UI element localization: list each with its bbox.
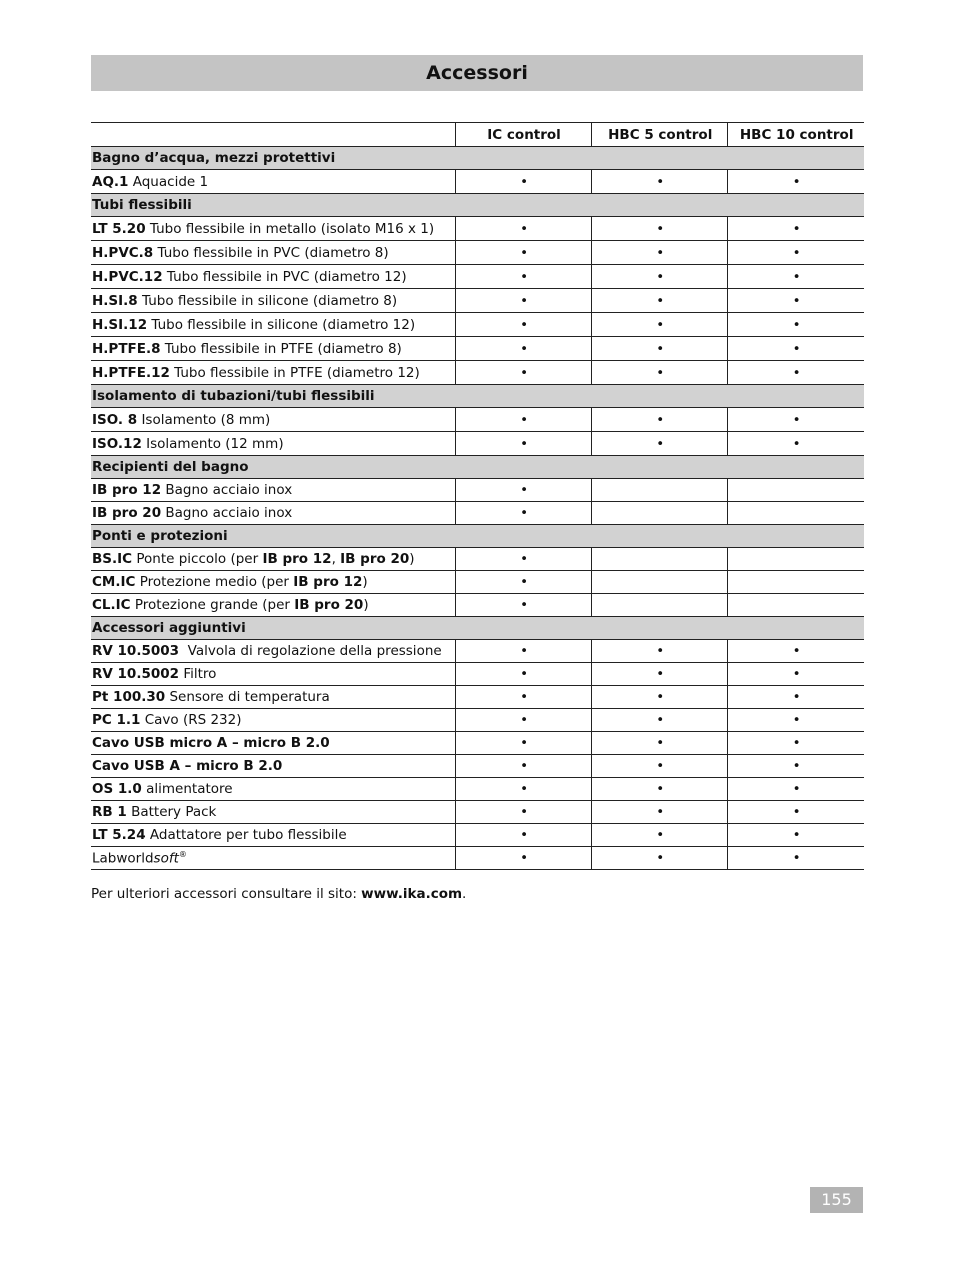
compatibility-cell xyxy=(455,663,591,686)
accessory-name xyxy=(91,847,455,870)
table-row xyxy=(91,408,864,432)
bullet-mark: • xyxy=(520,268,529,285)
accessory-code: BS.IC xyxy=(92,551,133,567)
compatibility-cell xyxy=(728,824,864,847)
bullet-mark: • xyxy=(656,712,665,728)
bullet-mark: • xyxy=(656,758,665,774)
accessory-name xyxy=(91,408,455,432)
accessory-description: Bagno acciaio inox xyxy=(161,505,293,521)
compatibility-cell xyxy=(728,801,864,824)
accessory-description: Labworld xyxy=(92,850,154,867)
bullet-mark: • xyxy=(656,220,665,237)
accessory-code: IB pro 12 xyxy=(262,551,332,567)
compatibility-cell xyxy=(592,289,728,313)
accessory-code: H.PTFE.12 xyxy=(92,364,170,381)
accessory-code: Cavo USB micro A – micro B 2.0 xyxy=(92,735,330,751)
bullet-mark: • xyxy=(656,411,665,428)
accessory-name xyxy=(91,732,455,755)
accessory-name xyxy=(91,801,455,824)
section-row xyxy=(91,147,864,170)
bullet-mark: • xyxy=(656,850,665,866)
bullet-mark: • xyxy=(792,316,801,333)
table-row xyxy=(91,778,864,801)
compatibility-cell xyxy=(728,686,864,709)
compatibility-cell xyxy=(728,778,864,801)
compatibility-cell xyxy=(728,732,864,755)
accessory-description: Isolamento (12 mm) xyxy=(141,435,284,452)
bullet-mark: • xyxy=(792,666,801,682)
page-number: 155 xyxy=(810,1187,863,1213)
bullet-mark: • xyxy=(792,712,801,728)
section-row xyxy=(91,525,864,548)
bullet-mark: • xyxy=(520,850,529,866)
accessory-name xyxy=(91,548,455,571)
accessory-name xyxy=(91,265,455,289)
compatibility-cell xyxy=(592,408,728,432)
compatibility-cell xyxy=(592,709,728,732)
accessory-description: Tubo flessibile in PTFE (diametro 12) xyxy=(169,364,420,381)
compatibility-cell xyxy=(455,801,591,824)
compatibility-cell xyxy=(592,432,728,456)
bullet-mark: • xyxy=(656,364,665,381)
column-header-hbc10-control: HBC 10 control xyxy=(728,123,864,147)
accessory-name xyxy=(91,313,455,337)
compatibility-cell xyxy=(592,755,728,778)
bullet-mark: • xyxy=(520,643,529,659)
accessory-description: Battery Pack xyxy=(126,804,217,820)
compatibility-cell xyxy=(455,548,591,571)
bullet-mark: • xyxy=(520,364,529,381)
bullet-mark: • xyxy=(520,292,529,309)
accessory-name xyxy=(91,824,455,847)
bullet-mark: • xyxy=(520,220,529,237)
accessory-code: IB pro 20 xyxy=(340,551,410,567)
bullet-mark: • xyxy=(656,173,665,190)
accessory-name xyxy=(91,663,455,686)
table-row xyxy=(91,548,864,571)
bullet-mark: • xyxy=(656,804,665,820)
bullet-mark: • xyxy=(520,712,529,728)
compatibility-cell xyxy=(455,289,591,313)
accessory-code: IB pro 20 xyxy=(294,597,364,613)
accessory-name xyxy=(91,640,455,663)
bullet-mark: • xyxy=(656,435,665,452)
accessory-name xyxy=(91,432,455,456)
compatibility-cell xyxy=(728,170,864,194)
bullet-mark: • xyxy=(656,781,665,797)
compatibility-cell xyxy=(728,709,864,732)
compatibility-cell xyxy=(455,313,591,337)
section-row xyxy=(91,194,864,217)
compatibility-cell xyxy=(455,241,591,265)
table-row xyxy=(91,502,864,525)
compatibility-cell xyxy=(728,265,864,289)
bullet-mark: • xyxy=(792,435,801,452)
header-blank xyxy=(91,123,455,147)
accessory-code: AQ.1 xyxy=(92,173,129,190)
accessory-description: Tubo flessibile in metallo (isolato M16 x 1) xyxy=(145,220,435,237)
compatibility-cell xyxy=(592,265,728,289)
website-link[interactable]: www.ika.com xyxy=(361,886,463,902)
accessory-code: OS 1.0 xyxy=(92,781,142,797)
accessory-code: ISO.12 xyxy=(92,435,142,452)
accessory-description: Tubo flessibile in PTFE (diametro 8) xyxy=(160,340,402,357)
accessory-code: RV 10.5002 xyxy=(92,666,180,682)
accessory-name xyxy=(91,571,455,594)
compatibility-cell xyxy=(592,732,728,755)
bullet-mark: • xyxy=(520,411,529,428)
accessory-code: LT 5.24 xyxy=(92,827,146,843)
compatibility-cell xyxy=(592,548,728,571)
compatibility-cell xyxy=(455,479,591,502)
bullet-mark: • xyxy=(792,689,801,705)
bullet-mark: • xyxy=(520,597,529,613)
accessories-table xyxy=(91,122,864,870)
bullet-mark: • xyxy=(520,666,529,682)
accessory-description: Tubo flessibile in silicone (diametro 12) xyxy=(147,316,416,333)
accessory-description: , xyxy=(331,551,341,567)
accessory-description: soft xyxy=(153,850,179,867)
accessory-description: ® xyxy=(178,849,187,859)
accessory-code: Cavo USB A – micro B 2.0 xyxy=(92,758,283,774)
compatibility-cell xyxy=(455,337,591,361)
compatibility-cell xyxy=(592,502,728,525)
accessory-code: Pt 100.30 xyxy=(92,689,166,705)
section-row xyxy=(91,617,864,640)
compatibility-cell xyxy=(592,170,728,194)
compatibility-cell xyxy=(455,778,591,801)
bullet-mark: • xyxy=(792,850,801,866)
compatibility-cell xyxy=(455,640,591,663)
accessory-name xyxy=(91,709,455,732)
table-row xyxy=(91,337,864,361)
compatibility-cell xyxy=(455,686,591,709)
compatibility-cell xyxy=(592,824,728,847)
compatibility-cell xyxy=(592,686,728,709)
bullet-mark: • xyxy=(656,316,665,333)
bullet-mark: • xyxy=(792,244,801,261)
table-row xyxy=(91,847,864,870)
bullet-mark: • xyxy=(520,781,529,797)
compatibility-cell xyxy=(455,709,591,732)
compatibility-cell xyxy=(455,361,591,385)
accessory-code: PC 1.1 xyxy=(92,712,141,728)
table-row xyxy=(91,313,864,337)
bullet-mark: • xyxy=(520,827,529,843)
compatibility-cell xyxy=(728,548,864,571)
accessory-description: Tubo flessibile in silicone (diametro 8) xyxy=(137,292,398,309)
table-row xyxy=(91,432,864,456)
bullet-mark: • xyxy=(792,643,801,659)
bullet-mark: • xyxy=(792,173,801,190)
compatibility-cell xyxy=(455,732,591,755)
accessory-description: Ponte piccolo (per xyxy=(132,551,263,567)
bullet-mark: • xyxy=(656,292,665,309)
accessory-code: IB pro 12 xyxy=(92,482,162,498)
compatibility-cell xyxy=(455,847,591,870)
accessory-description: Cavo (RS 232) xyxy=(140,712,242,728)
bullet-mark: • xyxy=(656,643,665,659)
accessory-description: Protezione medio (per xyxy=(135,574,294,590)
compatibility-cell xyxy=(728,361,864,385)
accessory-description: Aquacide 1 xyxy=(128,173,209,190)
compatibility-cell xyxy=(592,337,728,361)
bullet-mark: • xyxy=(792,411,801,428)
accessory-code: H.PVC.12 xyxy=(92,268,163,285)
compatibility-cell xyxy=(728,337,864,361)
accessory-code: H.SI.8 xyxy=(92,292,138,309)
compatibility-cell xyxy=(592,217,728,241)
accessory-name xyxy=(91,755,455,778)
bullet-mark: • xyxy=(520,574,529,590)
table-row xyxy=(91,571,864,594)
compatibility-cell xyxy=(592,594,728,617)
bullet-mark: • xyxy=(520,173,529,190)
page-title: Accessori xyxy=(91,55,863,91)
bullet-mark: • xyxy=(520,551,529,567)
table-row xyxy=(91,640,864,663)
accessory-name xyxy=(91,479,455,502)
bullet-mark: • xyxy=(656,827,665,843)
table-body xyxy=(91,147,864,870)
accessory-description: Sensore di temperatura xyxy=(165,689,330,705)
compatibility-cell xyxy=(455,594,591,617)
section-label: Ponti e protezioni xyxy=(91,525,864,548)
accessory-name xyxy=(91,289,455,313)
compatibility-cell xyxy=(592,571,728,594)
accessory-code: H.PVC.8 xyxy=(92,244,154,261)
accessory-name xyxy=(91,594,455,617)
table-row xyxy=(91,663,864,686)
accessory-description: Tubo flessibile in PVC (diametro 8) xyxy=(153,244,389,261)
bullet-mark: • xyxy=(792,364,801,381)
compatibility-cell xyxy=(728,502,864,525)
compatibility-cell xyxy=(592,241,728,265)
accessory-description: Bagno acciaio inox xyxy=(161,482,293,498)
table-row xyxy=(91,709,864,732)
table-row xyxy=(91,361,864,385)
accessory-description: alimentatore xyxy=(141,781,233,797)
compatibility-cell xyxy=(592,663,728,686)
accessory-name xyxy=(91,686,455,709)
compatibility-cell xyxy=(728,594,864,617)
table-row xyxy=(91,594,864,617)
bullet-mark: • xyxy=(520,735,529,751)
bullet-mark: • xyxy=(792,220,801,237)
compatibility-cell xyxy=(455,571,591,594)
accessory-description: ) xyxy=(363,597,369,613)
bullet-mark: • xyxy=(520,804,529,820)
accessory-code: IB pro 20 xyxy=(92,505,162,521)
accessory-code: ISO. 8 xyxy=(92,411,138,428)
accessory-name xyxy=(91,217,455,241)
bullet-mark: • xyxy=(792,827,801,843)
bullet-mark: • xyxy=(656,244,665,261)
compatibility-cell xyxy=(455,824,591,847)
compatibility-cell xyxy=(592,778,728,801)
section-row xyxy=(91,456,864,479)
section-label: Tubi flessibili xyxy=(91,194,864,217)
accessory-code: IB pro 12 xyxy=(293,574,363,590)
accessory-description: Filtro xyxy=(179,666,217,682)
compatibility-cell xyxy=(592,313,728,337)
section-label: Recipienti del bagno xyxy=(91,456,864,479)
compatibility-cell xyxy=(728,755,864,778)
table-row xyxy=(91,217,864,241)
bullet-mark: • xyxy=(792,268,801,285)
column-header-ic-control: IC control xyxy=(455,123,591,147)
compatibility-cell xyxy=(728,217,864,241)
bullet-mark: • xyxy=(656,340,665,357)
compatibility-cell xyxy=(728,289,864,313)
footnote xyxy=(91,886,466,902)
table-row xyxy=(91,170,864,194)
accessory-code: CL.IC xyxy=(92,597,131,613)
compatibility-cell xyxy=(728,241,864,265)
compatibility-cell xyxy=(728,640,864,663)
compatibility-cell xyxy=(728,847,864,870)
accessory-description: Isolamento (8 mm) xyxy=(137,411,271,428)
table-row xyxy=(91,732,864,755)
bullet-mark: • xyxy=(520,435,529,452)
accessory-description: Protezione grande (per xyxy=(130,597,295,613)
table-row xyxy=(91,265,864,289)
bullet-mark: • xyxy=(520,340,529,357)
bullet-mark: • xyxy=(656,689,665,705)
compatibility-cell xyxy=(592,479,728,502)
compatibility-cell xyxy=(592,361,728,385)
compatibility-cell xyxy=(455,432,591,456)
bullet-mark: • xyxy=(656,735,665,751)
compatibility-cell xyxy=(592,640,728,663)
compatibility-cell xyxy=(455,502,591,525)
accessory-name xyxy=(91,241,455,265)
compatibility-cell xyxy=(592,801,728,824)
table-row xyxy=(91,686,864,709)
section-label: Bagno d’acqua, mezzi protettivi xyxy=(91,147,864,170)
table-row xyxy=(91,824,864,847)
accessory-code: LT 5.20 xyxy=(92,220,146,237)
bullet-mark: • xyxy=(520,758,529,774)
bullet-mark: • xyxy=(520,482,529,498)
compatibility-cell xyxy=(728,432,864,456)
compatibility-cell xyxy=(728,663,864,686)
table-row xyxy=(91,755,864,778)
table-row xyxy=(91,241,864,265)
compatibility-cell xyxy=(592,847,728,870)
bullet-mark: • xyxy=(792,735,801,751)
bullet-mark: • xyxy=(520,316,529,333)
accessory-name xyxy=(91,502,455,525)
bullet-mark: • xyxy=(520,689,529,705)
section-label: Accessori aggiuntivi xyxy=(91,617,864,640)
bullet-mark: • xyxy=(792,781,801,797)
section-label: Isolamento di tubazioni/tubi flessibili xyxy=(91,385,864,408)
accessory-description: Adattatore per tubo flessibile xyxy=(145,827,347,843)
accessory-code: CM.IC xyxy=(92,574,136,590)
bullet-mark: • xyxy=(792,340,801,357)
column-header-hbc5-control: HBC 5 control xyxy=(592,123,728,147)
compatibility-cell xyxy=(455,170,591,194)
footnote-end: . xyxy=(462,886,467,902)
section-row xyxy=(91,385,864,408)
compatibility-cell xyxy=(455,217,591,241)
accessory-description: Tubo flessibile in PVC (diametro 12) xyxy=(162,268,407,285)
compatibility-cell xyxy=(728,313,864,337)
accessory-code: H.PTFE.8 xyxy=(92,340,161,357)
table-header-row xyxy=(91,123,864,147)
bullet-mark: • xyxy=(520,505,529,521)
compatibility-cell xyxy=(728,571,864,594)
bullet-mark: • xyxy=(656,268,665,285)
accessory-description: Valvola di regolazione della pressione xyxy=(179,643,442,659)
compatibility-cell xyxy=(455,755,591,778)
table-row xyxy=(91,479,864,502)
bullet-mark: • xyxy=(792,292,801,309)
accessory-name xyxy=(91,337,455,361)
bullet-mark: • xyxy=(792,804,801,820)
accessory-code: H.SI.12 xyxy=(92,316,148,333)
table-row xyxy=(91,801,864,824)
accessory-name xyxy=(91,778,455,801)
footnote-text: Per ulteriori accessori consultare il sito: xyxy=(91,886,362,902)
accessory-description: ) xyxy=(362,574,368,590)
accessory-code: RB 1 xyxy=(92,804,127,820)
compatibility-cell xyxy=(728,408,864,432)
table-row xyxy=(91,289,864,313)
bullet-mark: • xyxy=(520,244,529,261)
compatibility-cell xyxy=(455,408,591,432)
accessory-name xyxy=(91,170,455,194)
accessory-code: RV 10.5003 xyxy=(92,643,180,659)
compatibility-cell xyxy=(728,479,864,502)
bullet-mark: • xyxy=(656,666,665,682)
accessory-name xyxy=(91,361,455,385)
compatibility-cell xyxy=(455,265,591,289)
bullet-mark: • xyxy=(792,758,801,774)
accessory-description: ) xyxy=(409,551,415,567)
